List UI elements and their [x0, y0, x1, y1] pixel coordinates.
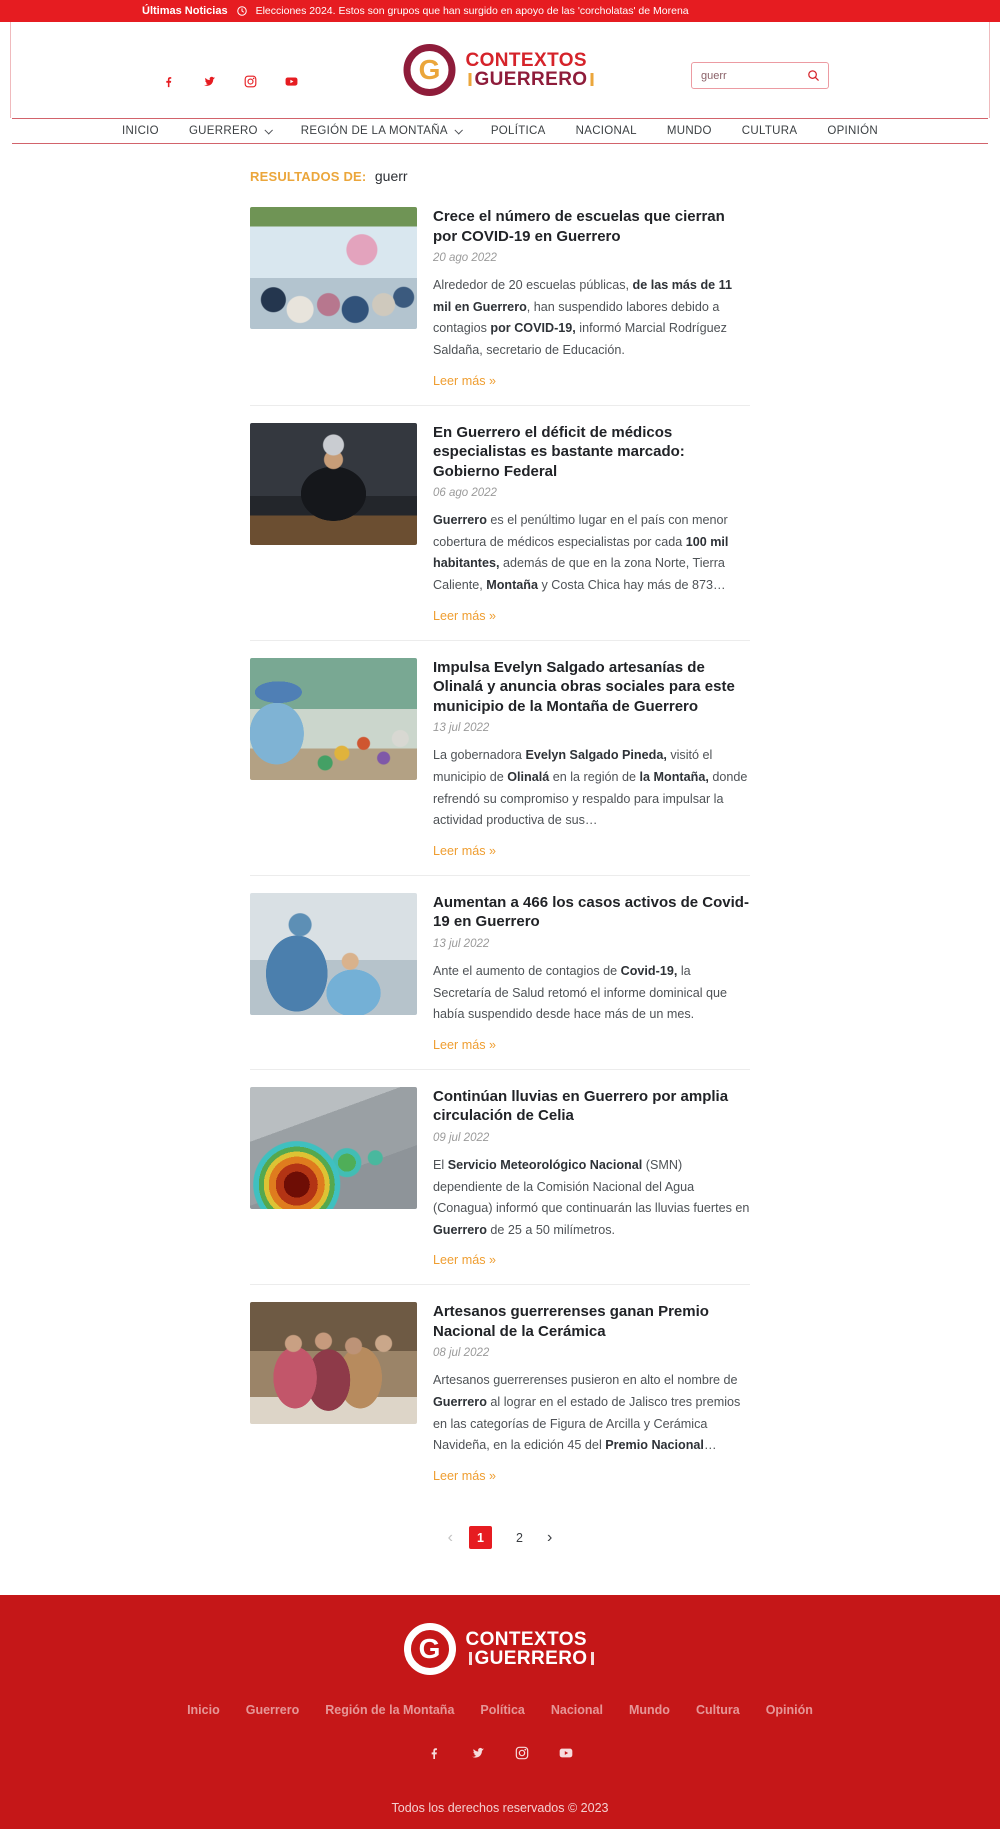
- article-card: [250, 641, 750, 876]
- pagination-page-2[interactable]: 2: [516, 1530, 523, 1545]
- twitter-icon[interactable]: [202, 74, 217, 89]
- article-title-link[interactable]: Continúan lluvias en Guerrero por amplia circulación de Celia: [433, 1087, 729, 1125]
- article-body: [433, 207, 750, 390]
- article-title-link[interactable]: Aumentan a 466 los casos activos de Covid-19 en Guerrero: [433, 893, 749, 931]
- pagination-next-icon[interactable]: ›: [547, 1528, 553, 1546]
- nav-item-regi-n-de-la-monta-a[interactable]: REGIÓN DE LA MONTAÑA: [301, 125, 461, 137]
- article-excerpt: El Servicio Meteorológico Nacional (SMN) dependiente de la Comisión Nacional del Agua (Conagua) informó que continuarán las lluvias fuertes en Guerrero de 25 a 50 milímetros.: [433, 1157, 750, 1237]
- footer-logo-line1: CONTEXTOS: [465, 1628, 587, 1650]
- footer-nav-cultura[interactable]: Cultura: [695, 1703, 740, 1718]
- article-thumbnail[interactable]: [250, 423, 417, 545]
- article-title-link[interactable]: Crece el número de escuelas que cierran por COVID-19 en Guerrero: [433, 208, 725, 245]
- pagination: [250, 1526, 750, 1549]
- article-thumbnail[interactable]: [250, 658, 417, 780]
- article-excerpt: Ante el aumento de contagios de Covid-19, la Secretaría de Salud retomó el informe dominical que había suspendido desde hace más de un mes.: [433, 963, 728, 1022]
- article-thumbnail[interactable]: [250, 893, 417, 1015]
- logo-line1: CONTEXTOS: [465, 49, 587, 71]
- nav-item-pol-tica[interactable]: POLÍTICA: [490, 125, 546, 137]
- footer-logo-text: [466, 1630, 597, 1669]
- ticker-headline-link[interactable]: Elecciones 2024. Estos son grupos que han surgido en apoyo de las 'corcholatas' de Morena: [255, 5, 689, 17]
- logo-gold-bar: [469, 73, 472, 86]
- article-date: 09 jul 2022: [433, 1131, 490, 1144]
- article-body: [433, 1302, 750, 1485]
- footer-nav-guerrero[interactable]: Guerrero: [245, 1703, 300, 1718]
- article-title-link[interactable]: Impulsa Evelyn Salgado artesanías de Olinalá y anuncia obras sociales para este municipio de la Montaña de Guerrero: [433, 658, 735, 715]
- footer-nav-mundo[interactable]: Mundo: [628, 1703, 670, 1718]
- nav-item-cultura[interactable]: CULTURA: [741, 125, 798, 137]
- instagram-icon[interactable]: [243, 74, 258, 89]
- twitter-icon[interactable]: [470, 1745, 486, 1761]
- article-card: [250, 1070, 750, 1286]
- article-date: 06 ago 2022: [433, 487, 497, 500]
- logo-text: [466, 51, 597, 90]
- instagram-icon[interactable]: [514, 1745, 530, 1761]
- logo-monogram: G: [404, 44, 456, 96]
- read-more-link[interactable]: Leer más »: [433, 373, 496, 388]
- clock-icon: [236, 5, 248, 17]
- results-label: RESULTADOS DE:: [250, 169, 367, 184]
- article-title-link[interactable]: Artesanos guerrerenses ganan Premio Nacional de la Cerámica: [433, 1303, 709, 1340]
- article-excerpt: Guerrero es el penúltimo lugar en el país con menor cobertura de médicos especialistas por cada 100 mil habitantes, además de que en la zona Norte, Tierra Caliente, Montaña y Costa Chica hay más de 873…: [433, 513, 729, 593]
- article-date: 20 ago 2022: [433, 252, 497, 264]
- breaking-news-bar: [0, 0, 1000, 22]
- article-date: 08 jul 2022: [433, 1347, 490, 1360]
- article-body: [433, 1087, 750, 1270]
- nav-item-opini-n[interactable]: OPINIÓN: [827, 125, 879, 137]
- footer-social-row: [0, 1745, 1000, 1761]
- footer-logo[interactable]: [404, 1623, 597, 1675]
- article-body: [433, 893, 750, 1054]
- footer-nav-inicio[interactable]: Inicio: [187, 1703, 220, 1718]
- logo-line2: GUERRERO: [466, 70, 597, 89]
- read-more-link[interactable]: Leer más »: [433, 843, 496, 858]
- article-card: [250, 1285, 750, 1500]
- footer-nav: [0, 1703, 1000, 1717]
- read-more-link[interactable]: Leer más »: [433, 1253, 496, 1268]
- search-box: [691, 62, 829, 89]
- read-more-link[interactable]: Leer más »: [433, 608, 496, 623]
- article-excerpt: Artesanos guerrerenses pusieron en alto el nombre de Guerrero al lograr en el estado de Jalisco tres premios en las categorías de Figura de Arcilla y Cerámica Navideña, en la edición 45 del Premio Nacional…: [433, 1373, 741, 1453]
- chevron-down-icon: [454, 126, 462, 134]
- ticker-label: Últimas Noticias: [142, 5, 228, 17]
- nav-item-inicio[interactable]: INICIO: [121, 125, 159, 137]
- results-query: guerr: [374, 168, 408, 184]
- results-heading: [250, 168, 750, 186]
- footer-nav-pol-tica[interactable]: Política: [480, 1703, 525, 1718]
- nav-item-guerrero[interactable]: GUERRERO: [189, 125, 271, 137]
- footer-nav-regi-n-de-la-monta-a[interactable]: Región de la Montaña: [325, 1703, 455, 1718]
- facebook-icon[interactable]: [426, 1745, 442, 1761]
- read-more-link[interactable]: Leer más »: [433, 1469, 496, 1484]
- youtube-icon[interactable]: [558, 1745, 574, 1761]
- article-card: [250, 406, 750, 641]
- article-body: [433, 658, 750, 860]
- footer-logo-monogram: G: [404, 1623, 456, 1675]
- nav-item-nacional[interactable]: NACIONAL: [575, 125, 637, 137]
- site-footer: [0, 1595, 1000, 1829]
- search-results-page: [250, 144, 750, 1549]
- site-header: [10, 22, 990, 118]
- facebook-icon[interactable]: [161, 74, 176, 89]
- youtube-icon[interactable]: [284, 74, 299, 89]
- pagination-page-1[interactable]: 1: [469, 1526, 492, 1549]
- nav-item-mundo[interactable]: MUNDO: [666, 125, 712, 137]
- logo-gold-bar: [591, 1652, 594, 1665]
- footer-nav-opini-n[interactable]: Opinión: [765, 1703, 813, 1718]
- search-icon: [806, 68, 821, 83]
- article-card: [250, 190, 750, 406]
- article-excerpt: La gobernadora Evelyn Salgado Pineda, visitó el municipio de Olinalá en la región de la Montaña, donde refrendó su compromiso y respaldo para impulsar la actividad productiva de sus…: [433, 748, 748, 828]
- search-input[interactable]: [692, 63, 806, 88]
- copyright-text: Todos los derechos reservados © 2023: [391, 1801, 609, 1816]
- search-button[interactable]: [806, 68, 828, 83]
- pagination-prev-icon[interactable]: ‹: [447, 1528, 453, 1546]
- logo-gold-bar: [591, 73, 594, 86]
- article-list: [250, 190, 750, 1500]
- article-card: [250, 876, 750, 1070]
- footer-nav-nacional[interactable]: Nacional: [550, 1703, 603, 1718]
- logo-gold-bar: [469, 1652, 472, 1665]
- main-nav: [12, 118, 988, 144]
- article-date: 13 jul 2022: [433, 722, 490, 735]
- article-date: 13 jul 2022: [433, 937, 490, 950]
- article-title-link[interactable]: En Guerrero el déficit de médicos especialistas es bastante marcado: Gobierno Federal: [433, 423, 685, 480]
- chevron-down-icon: [264, 126, 272, 134]
- read-more-link[interactable]: Leer más »: [433, 1037, 496, 1052]
- article-excerpt: Alrededor de 20 escuelas públicas, de las más de 11 mil en Guerrero, han suspendido labores debido a contagios por COVID-19, informó Marcial Rodríguez Saldaña, secretario de Educación.: [433, 278, 732, 357]
- article-body: [433, 423, 750, 625]
- footer-logo-line2: GUERRERO: [466, 1649, 597, 1668]
- site-logo[interactable]: [404, 44, 597, 96]
- header-social-row: [161, 74, 299, 89]
- article-thumbnail[interactable]: [250, 1087, 417, 1209]
- article-thumbnail[interactable]: [250, 207, 417, 329]
- article-thumbnail[interactable]: [250, 1302, 417, 1424]
